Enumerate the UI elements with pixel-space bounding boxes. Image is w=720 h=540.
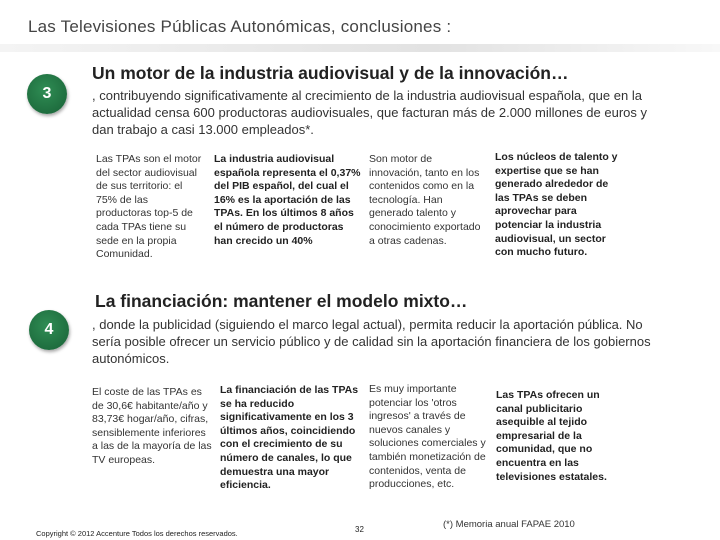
section4-column-1: El coste de las TPAs es de 30,6€ habitante/año y 83,73€ hogar/año, cifras, sensiblemente inferiores a las de la mayoría de las TV europeas.	[92, 386, 212, 466]
section-number-badge-3: 3	[27, 74, 67, 114]
section4-column-2: La financiación de las TPAs se ha reducido significativamente en los 3 últimos años, coincidiendo con el crecimiento de su número de canales, lo que demuestra una mayor eficiencia.	[220, 384, 359, 492]
title-divider	[0, 44, 720, 52]
section-number-badge-4: 4	[29, 310, 69, 350]
section-heading-4: La financiación: mantener el modelo mixto…	[95, 291, 468, 311]
section-lead-4: , donde la publicidad (siguiendo el marco legal actual), permita reducir la aportación pública. No sería posible ofrecer un servicio público y de calidad sin la aportación financiera de los gobiernos autonómicos.	[92, 317, 651, 366]
page-number: 32	[355, 525, 364, 534]
slide-title: Las Televisiones Públicas Autonómicas, conclusiones :	[28, 17, 452, 36]
section3-column-3: Son motor de innovación, tanto en los contenidos como en la tecnología. Han generado talento y conocimiento exportado a otras cadenas.	[369, 153, 481, 247]
footnote: (*) Memoria anual FAPAE 2010	[443, 519, 575, 530]
section3-column-1: Las TPAs son el motor del sector audiovisual de sus territorio: el 75% de las productoras top-5 de cada TPAs tiene su sede en la propia Comunidad.	[96, 153, 202, 261]
section4-column-3: Es muy importante potenciar los 'otros ingresos' a través de nuevos canales y soluciones comerciales y también monetización de contenidos, venta de producciones, etc.	[369, 383, 486, 491]
section3-column-4: Los núcleos de talento y expertise que se han generado alrededor de las TPAs se deben aprovechar para potenciar la industria audiovisual, un sector con mucho futuro.	[495, 151, 618, 259]
section-lead-3: , contribuyendo significativamente al crecimiento de la industria audiovisual española, que en la actualidad censa 600 productoras audiovisuales, que facturan más de 2.000 millones de euros y dan trabajo a casi 13.000 empleados*.	[92, 88, 648, 137]
section4-column-4: Las TPAs ofrecen un canal publicitario asequible al tejido empresarial de la comunidad, que no encuentra en las televisiones estatales.	[496, 389, 607, 483]
section-heading-3: Un motor de la industria audiovisual y de la innovación…	[92, 63, 569, 83]
footer-copyright: Copyright © 2012 Accenture Todos los derechos reservados.	[36, 529, 238, 538]
section3-column-2: La industria audiovisual española representa el 0,37% del PIB español, del cual el 16% es la aportación de las TPAs. En los últimos 8 años el número de productoras han crecido un 40%	[214, 153, 361, 247]
